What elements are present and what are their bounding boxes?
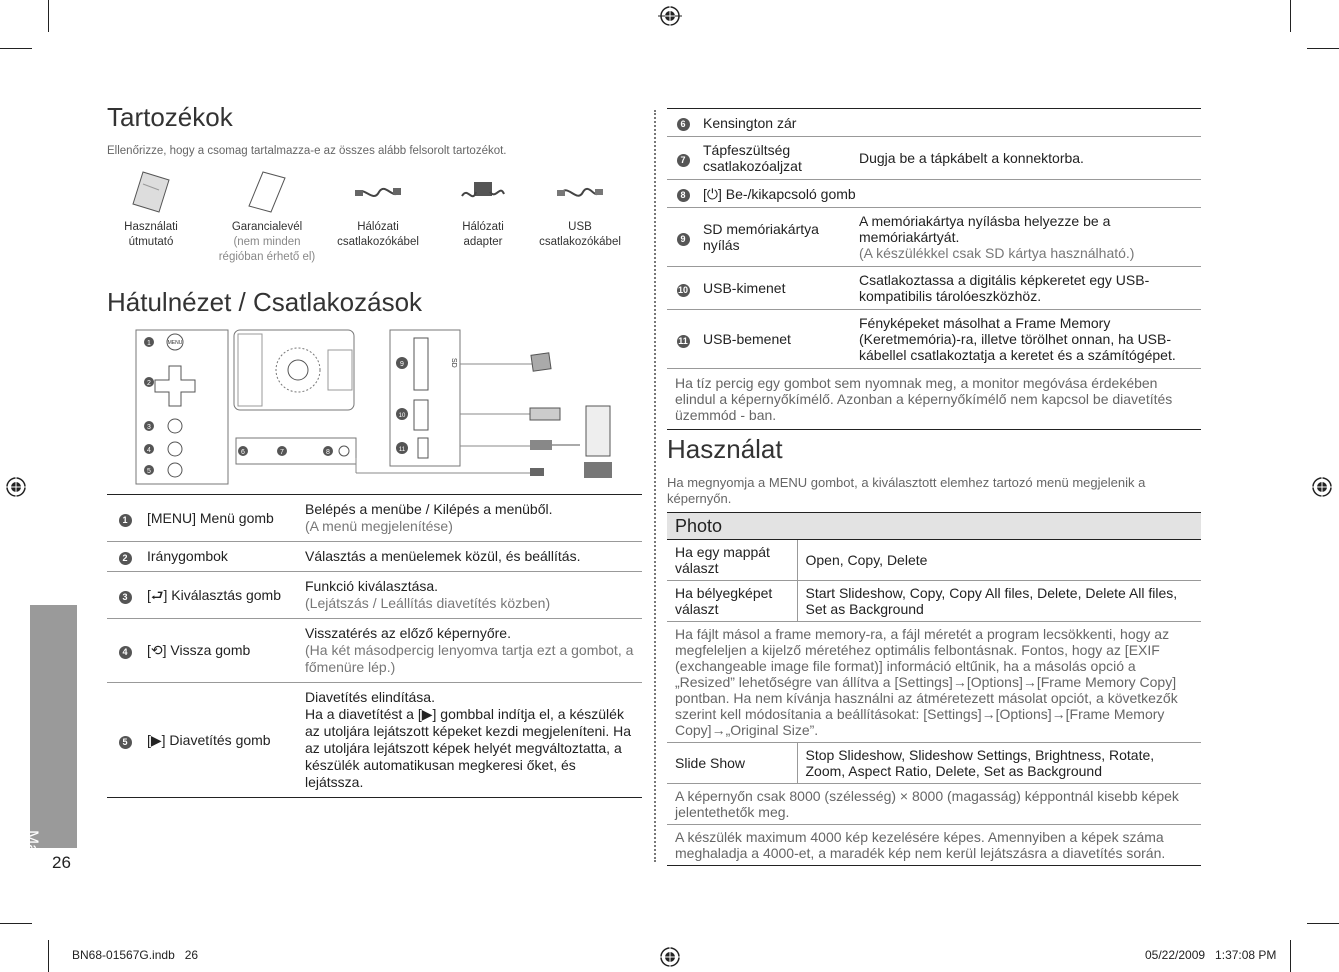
rear-buttons-table [107, 494, 642, 798]
rear-view-diagram [130, 328, 620, 486]
row-name: [⟲] Vissza gomb [147, 642, 251, 658]
accessory-manual [115, 170, 187, 250]
screensaver-note: Ha tíz percig egy gombot sem nyomnak meg, a monitor megóvása érdekében elindul a képernyőkímélő. Azonban a képernyőkímélő nem kapcsol be diavetítés üzemmód - ban. [675, 375, 1173, 423]
crop-mark [48, 0, 49, 32]
accessory-sublabel: (nem minden régióban érhető el) [218, 236, 316, 263]
row-value: Open, Copy, Delete [805, 552, 928, 568]
number-badge: 9 [677, 233, 690, 246]
rear-view-title: Hátulnézet / Csatlakozások [107, 287, 423, 317]
accessory-warranty [212, 170, 322, 265]
table-row [667, 109, 1201, 137]
crop-mark [0, 923, 32, 924]
page-number: 26 [52, 853, 71, 872]
row-name: [▶] Diavetítés gomb [147, 731, 271, 748]
row-value: Stop Slideshow, Slideshow Settings, Brightness, Rotate, Zoom, Aspect Ratio, Delete, Set as Background [805, 747, 1155, 779]
row-desc-note: (Lejátszás / Leállítás diavetítés közben) [305, 595, 551, 611]
table-row [107, 683, 642, 798]
svg-text:6: 6 [241, 449, 245, 456]
row-desc: Belépés a menübe / Kilépés a menüből. [305, 501, 553, 517]
power-cable-icon [353, 170, 403, 214]
column-divider [654, 110, 656, 862]
registration-mark-icon [658, 945, 682, 969]
crop-mark [1307, 923, 1339, 924]
row-name: USB-bemenet [703, 331, 791, 347]
table-row [667, 137, 1201, 180]
usage-title: Használat [667, 434, 783, 464]
table-row [667, 310, 1201, 369]
accessory-label: USB csatlakozókábel [539, 221, 621, 248]
size-note: A képernyőn csak 8000 (szélesség) × 8000 (magasság) képpontnál kisebb képek jelentethetők meg. [675, 788, 1179, 820]
number-badge: 7 [677, 154, 690, 167]
row-name: Kensington zár [703, 114, 797, 131]
language-label: Magyar [23, 830, 42, 887]
crop-mark [0, 48, 32, 49]
registration-mark-icon [4, 475, 28, 499]
accessory-label: Hálózati csatlakozókábel [337, 221, 419, 248]
svg-text:3: 3 [147, 424, 151, 431]
footer-file: BN68-01567G.indb 26 [72, 948, 199, 962]
crop-mark [1290, 0, 1291, 32]
table-row [667, 208, 1201, 267]
row-name: [MENU] Menü gomb [147, 509, 274, 526]
number-badge: 10 [677, 284, 688, 295]
section-title: Photo [667, 513, 1201, 540]
accessories-intro: Ellenőrizze, hogy a csomag tartalmazza-e az összes alább felsorolt tartozékot. [107, 145, 507, 157]
number-badge: 1 [119, 514, 132, 527]
svg-text:1: 1 [147, 340, 151, 347]
table-row [107, 495, 642, 542]
table-row [667, 540, 1201, 581]
warranty-card-icon [247, 170, 287, 214]
row-name: [⏻] Be-/kikapcsoló gomb [703, 185, 856, 202]
row-label: Ha bélyegképet választ [667, 581, 797, 622]
row-desc-note: (A készülékkel csak SD kártya használható.) [859, 245, 1135, 261]
table-row [107, 542, 642, 572]
number-badge: 5 [119, 736, 132, 749]
manual-icon [131, 170, 171, 214]
number-badge: 11 [678, 335, 688, 346]
accessory-label: Garancialevél [231, 221, 303, 233]
crop-mark [1307, 48, 1339, 49]
row-desc: Funkció kiválasztása. [305, 578, 439, 594]
svg-text:SD: SD [450, 358, 457, 368]
row-desc: Fényképeket másolhat a Frame Memory (Keretmemória)-ra, illetve törölhet onnan, ha USB-kábellel csatlakoztatja a keretet és a számítógépet. [859, 315, 1176, 363]
row-value: Start Slideshow, Copy, Copy All files, Delete, Delete All files, Set as Background [805, 585, 1178, 617]
power-adapter-icon [458, 170, 508, 214]
svg-text:2: 2 [147, 380, 151, 387]
table-row [667, 369, 1201, 430]
footer-date: 05/22/2009 1:37:08 PM [1145, 948, 1277, 962]
svg-text:4: 4 [147, 447, 151, 454]
svg-text:5: 5 [147, 468, 151, 475]
row-desc: A memóriakártya nyílásba helyezze be a memóriakártyát. [859, 213, 1111, 245]
accessories-title: Tartozékok [107, 102, 233, 132]
row-desc-note: (Ha két másodpercig lenyomva tartja ezt a gombot, a főmenüre lép.) [305, 642, 634, 675]
row-desc-note: (A menü megjelenítése) [305, 518, 453, 534]
count-note: A készülék maximum 4000 kép kezelésére képes. Amennyiben a képek száma meghaladja a 4000-et, a maradék kép nem kerül lejátszásra a diavetítés során. [675, 829, 1166, 861]
accessory-power-cable [332, 170, 424, 250]
row-name: [⮐] Kiválasztás gomb [147, 586, 281, 603]
number-badge: 6 [677, 118, 690, 131]
svg-text:MENU: MENU [167, 340, 183, 346]
svg-text:9: 9 [400, 361, 404, 368]
rear-ports-table [667, 108, 1201, 430]
crop-mark [1290, 940, 1291, 972]
row-label: Ha egy mappát választ [667, 540, 797, 581]
svg-text:11: 11 [398, 447, 406, 453]
row-name: USB-kimenet [703, 280, 786, 296]
copy-note: Ha fájlt másol a frame memory-ra, a fájl méretét a program lecsökkenti, hogy az megfeleljen a kijelző méretéhez optimális felbontásnak. Fontos, hogy az [EXIF (exchangeable image file format)] információ eltűnik, ha a másolás opció a „Resized” lehetőségre van állítva a [Settings]→[Options]→[Frame Memory Copy] pontban. Ha nem kívánja használni az átméretezett másolat opciót, a következők szerint kell módosítania a beállításokat: [Settings]→[Options]→[Frame Memory Copy]→„Original Size”. [675, 626, 1178, 738]
table-header [667, 513, 1201, 540]
number-badge: 8 [677, 189, 690, 202]
crop-mark [48, 940, 49, 972]
photo-menu-table [667, 512, 1201, 866]
usb-cable-icon [555, 170, 605, 214]
svg-text:7: 7 [280, 449, 284, 456]
number-badge: 3 [119, 591, 132, 604]
row-desc: Diavetítés elindítása. Ha a diavetítést a [▶] gombbal indítja el, a készülék az utoljára lejátszott képeket kezdi megjeleníteni. Ha az utoljára lejátszott képek helyét megváltoztatta, a készülék automatikusan megkeresi őket, és lejátssza. [305, 689, 632, 790]
row-desc: Dugja be a tápkábelt a konnektorba. [859, 150, 1084, 166]
row-name: Iránygombok [147, 548, 228, 564]
usage-intro: Ha megnyomja a MENU gombot, a kiválasztott elemhez tartozó menü megjelenik a képernyőn. [667, 475, 1146, 506]
table-row [107, 619, 642, 683]
row-name: SD memóriakártya nyílás [703, 221, 819, 253]
table-row [667, 581, 1201, 622]
svg-text:8: 8 [326, 449, 330, 456]
row-name: Tápfeszültség csatlakozóaljzat [703, 142, 802, 174]
number-badge: 2 [119, 552, 132, 565]
row-label: Slide Show [667, 743, 797, 784]
row-desc: Visszatérés az előző képernyőre. [305, 625, 511, 641]
table-row [667, 622, 1201, 743]
number-badge: 4 [119, 646, 132, 659]
accessory-label: Hálózati adapter [462, 221, 504, 248]
accessory-usb-cable [534, 170, 626, 250]
row-desc: Csatlakoztassa a digitális képkeretet egy USB-kompatibilis tárolóeszközhöz. [859, 272, 1150, 304]
table-row [667, 267, 1201, 310]
accessory-adapter [450, 170, 516, 250]
table-row [667, 743, 1201, 784]
row-desc: Választás a menüelemek közül, és beállítás. [305, 548, 581, 564]
table-row [667, 784, 1201, 825]
accessory-label: Használati útmutató [124, 221, 178, 248]
svg-text:10: 10 [398, 413, 406, 419]
table-row [667, 825, 1201, 866]
registration-mark-icon [658, 4, 682, 28]
registration-mark-icon [1310, 475, 1334, 499]
table-row [107, 572, 642, 619]
table-row [667, 180, 1201, 208]
